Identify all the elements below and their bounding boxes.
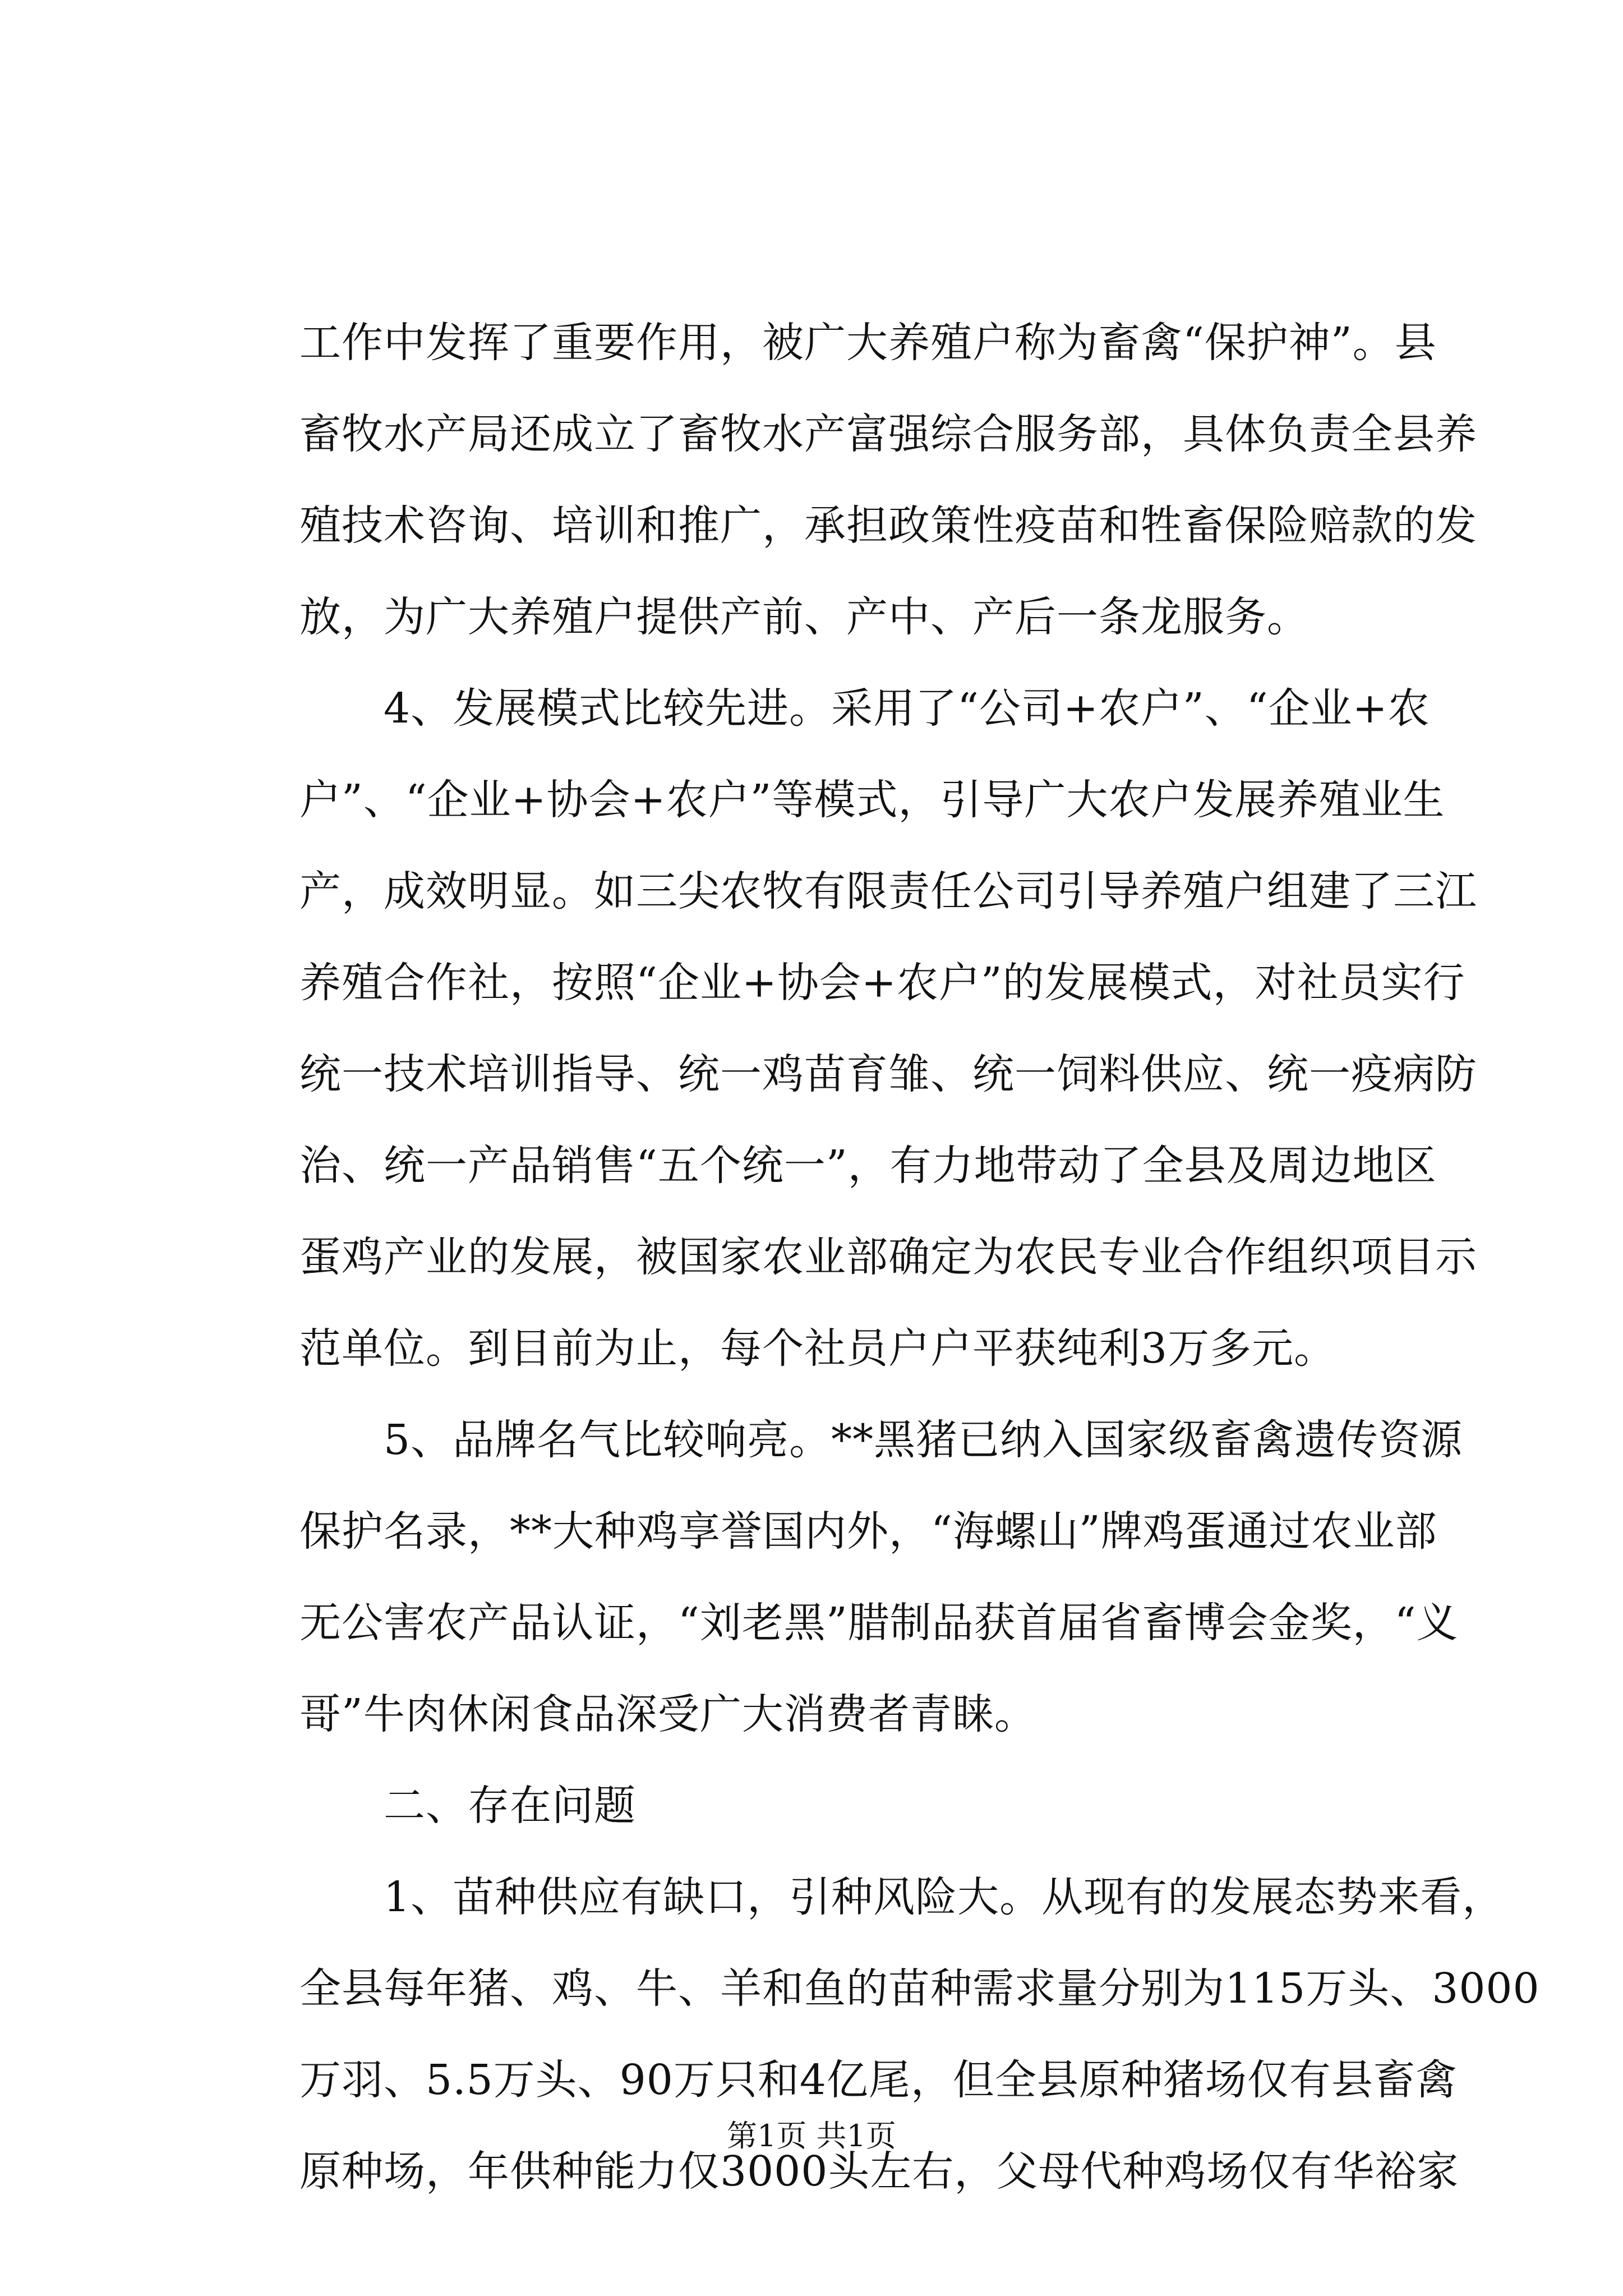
text-line: 万羽、5.5万头、90万只和4亿尾，但全县原种猪场仅有县畜禽 — [299, 2056, 1458, 2104]
page-number-footer: 第1页 共1页 — [727, 2118, 896, 2154]
text-line: 畜牧水产局还成立了畜牧水产富强综合服务部，具体负责全县养 — [299, 410, 1477, 458]
text-line: 全县每年猪、鸡、牛、羊和鱼的苗种需求量分别为115万头、3000 — [299, 1964, 1540, 2013]
text-line: 工作中发挥了重要作用，被广大养殖户称为畜禽“保护神”。县 — [299, 319, 1437, 367]
body-text — [299, 297, 1540, 2217]
text-line: 殖技术咨询、培训和推广，承担政策性疫苗和牲畜保险赔款的发 — [299, 501, 1477, 550]
text-line: 户”、“企业+协会+农户”等模式，引导广大农户发展养殖业生 — [299, 776, 1445, 824]
text-line: 养殖合作社，按照“企业+协会+农户”的发展模式，对社员实行 — [299, 959, 1465, 1007]
text-line: 范单位。到目前为止，每个社员户户平获纯利3万多元。 — [299, 1324, 1336, 1373]
text-line: 统一技术培训指导、统一鸡苗育雏、统一饲料供应、统一疫病防 — [299, 1050, 1477, 1098]
text-line: 哥”牛肉休闲食品深受广大消费者青睐。 — [299, 1690, 1036, 1738]
text-line: 原种场，年供种能力仅3000头左右，父母代种鸡场仅有华裕家 — [299, 2147, 1459, 2196]
paragraph-first-line: 1、苗种供应有缺口，引种风险大。从现有的发展态势来看， — [384, 1873, 1505, 1921]
text-line: 放，为广大养殖户提供产前、产中、产后一条龙服务。 — [299, 593, 1309, 641]
text-line: 保护名录，**大种鸡享誉国内外，“海螺山”牌鸡蛋通过农业部 — [299, 1507, 1437, 1556]
paragraph-first-line: 4、发展模式比较先进。采用了“公司+农户”、“企业+农 — [384, 684, 1430, 733]
text-line: 无公害农产品认证，“刘老黑”腊制品获首届省畜博会金奖，“义 — [299, 1599, 1459, 1647]
text-line: 产，成效明显。如三尖农牧有限责任公司引导养殖户组建了三江 — [299, 867, 1477, 915]
paragraph-first-line: 5、品牌名气比较响亮。**黑猪已纳入国家级畜禽遗传资源 — [384, 1416, 1463, 1464]
text-line: 蛋鸡产业的发展，被国家农业部确定为农民专业合作组织项目示 — [299, 1233, 1477, 1281]
section-heading: 二、存在问题 — [384, 1782, 636, 1830]
text-line: 治、统一产品销售“五个统一”，有力地带动了全县及周边地区 — [299, 1142, 1437, 1190]
